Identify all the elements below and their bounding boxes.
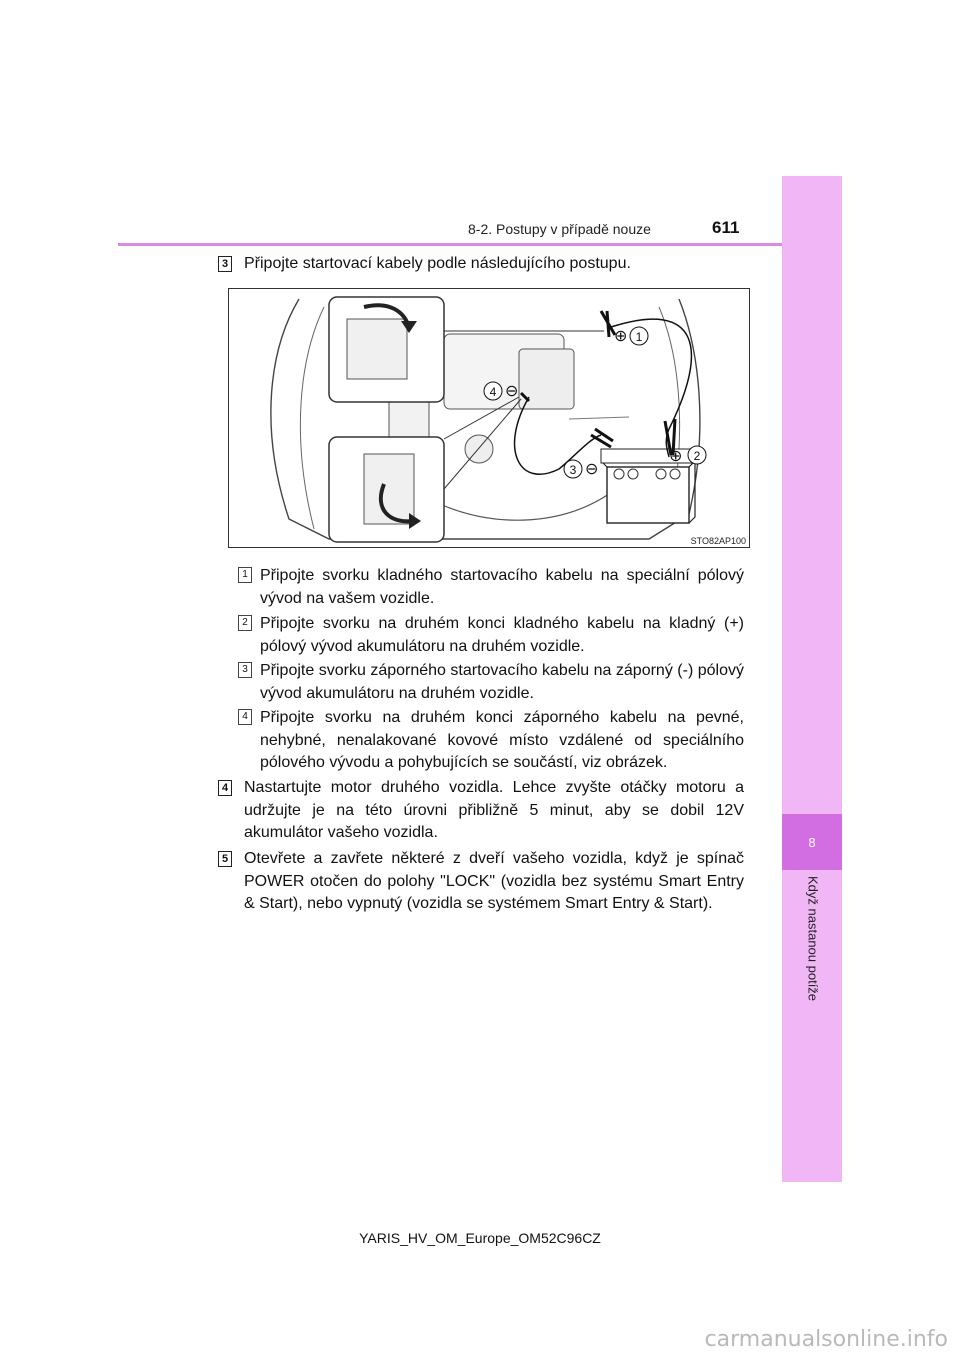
step-badge-5: 5 xyxy=(218,851,232,867)
engine-bay-drawing xyxy=(229,289,749,547)
callout-2-sign: ⊕ xyxy=(669,448,683,465)
substep-badge-3: 3 xyxy=(238,662,252,678)
header-divider xyxy=(118,243,782,246)
step-3-text: Připojte startovací kabely podle následujícího postupu. xyxy=(244,255,631,272)
inset-top-terminal-block xyxy=(347,319,407,379)
page-number: 611 xyxy=(712,218,740,237)
step-badge-4: 4 xyxy=(218,780,232,796)
battery-cap-4 xyxy=(670,469,680,479)
chapter-title: Když nastanou potíže xyxy=(805,876,821,1002)
substep-badge-2: 2 xyxy=(238,615,252,631)
substep-2-text: Připojte svorku na druhém konci kladného kabelu na kladný (+) pólový vývod akumulátoru na druhém vozidle. xyxy=(260,615,744,655)
callout-1-sign: ⊕ xyxy=(614,328,628,345)
callout-3-label: 3 xyxy=(569,463,577,477)
step-5-text: Otevřete a zavřete některé z dveří vašeho vozidla, když je spínač POWER otočen do polohy "LOCK" (vozidla bez systému Smart Entry & Start), nebo vypnutý (vozidla se systémem Smart Entry & Start). xyxy=(244,850,744,913)
battery-cap-3 xyxy=(656,469,666,479)
substep-3-text: Připojte svorku záporného startovacího kabelu na záporný (-) pólový vývod akumulátoru na druhém vozidle. xyxy=(260,662,744,702)
section-title: 8-2. Postupy v případě nouze xyxy=(468,221,651,237)
front-grille-line xyxy=(429,494,609,520)
callout-1-label: 1 xyxy=(635,330,643,344)
document-id: YARIS_HV_OM_Europe_OM52C96CZ xyxy=(359,1230,601,1246)
callout-4-sign: ⊖ xyxy=(505,383,519,400)
callout-2-label: 2 xyxy=(693,449,701,463)
substep-badge-4: 4 xyxy=(238,709,252,725)
battery-cap-2 xyxy=(628,469,638,479)
step-4-text: Nastartujte motor druhého vozidla. Lehce zvyšte otáčky motoru a udržujte je na této úrovni přibližně 5 minut, aby se dobil 12V akumulátor vašeho vozidla. xyxy=(244,779,744,842)
fender-left-line xyxy=(300,307,324,529)
clamp-1 xyxy=(601,311,615,337)
callout-3-sign: ⊖ xyxy=(585,461,599,478)
battery-cap-1 xyxy=(614,469,624,479)
chapter-number-badge: 8 xyxy=(782,814,842,870)
battery-tray xyxy=(389,399,429,439)
substep-badge-1: 1 xyxy=(238,567,252,583)
callout-4-label: 4 xyxy=(489,385,497,399)
figure-code: STO82AP100 xyxy=(690,536,746,546)
clamp-3 xyxy=(591,429,613,447)
substep-4-text: Připojte svorku na druhém konci záporného kabelu na pevné, nehybné, nenalakované kovové místo vzdálené od speciálního pólového vývodu a pohybujících se součástí, viz obrázek. xyxy=(260,709,744,772)
substep-1-text: Připojte svorku kladného startovacího kabelu na speciální pólový vývod na vašem vozidle. xyxy=(260,567,744,607)
step-badge-3: 3 xyxy=(218,256,232,272)
watermark-text: carmanualsonline.info xyxy=(704,1327,948,1352)
inset-bottom-leader-b xyxy=(444,399,521,489)
jump-start-illustration xyxy=(228,288,750,548)
